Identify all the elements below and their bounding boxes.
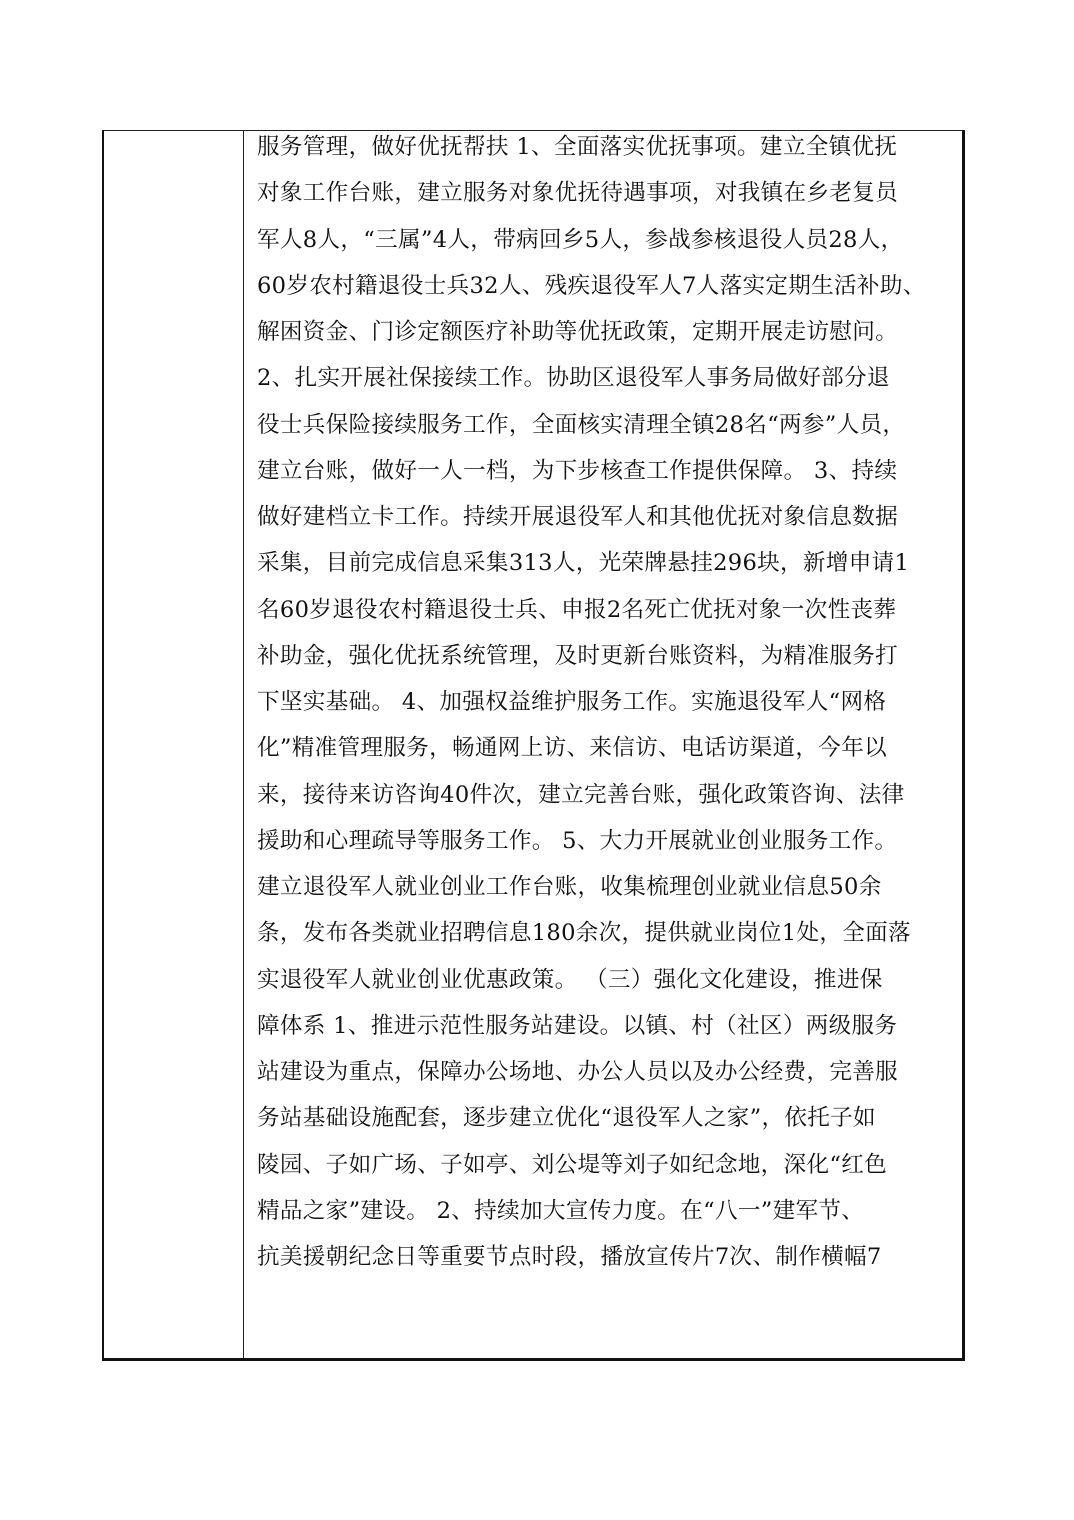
- table-content-cell: [244, 131, 962, 1358]
- paragraph-line: 役士兵保险接续服务工作，全面核实清理全镇28名“两参”人员，: [257, 411, 906, 438]
- paragraph-line: 解困资金、门诊定额医疗补助等优抚政策，定期开展走访慰问。: [257, 319, 899, 345]
- paragraph-line: 服务管理，做好优抚帮扶 1、全面落实优抚事项。建立全镇优抚: [257, 134, 898, 160]
- paragraph-line: 精品之家”建设。 2、持续加大宣传力度。在“八一”建军节、: [257, 1197, 865, 1224]
- paragraph-line: 建立退役军人就业创业工作台账，收集梳理创业就业信息50余: [257, 874, 882, 900]
- paragraph-line: 2、扎实开展社保接续工作。协助区退役军人事务局做好部分退: [257, 365, 890, 392]
- paragraph-line: 对象工作台账，建立服务对象优抚待遇事项，对我镇在乡老复员: [257, 180, 899, 207]
- paragraph-line: 化”精准管理服务，畅通网上访、来信访、电话访渠道，今年以: [257, 735, 887, 762]
- paragraph-line: 援助和心理疏导等服务工作。 5、大力开展就业创业服务工作。: [257, 827, 898, 854]
- paragraph-line: 军人8人，“三属”4人，带病回乡5人，参战参核退役人员28人，: [257, 226, 904, 253]
- paragraph-line: 60岁农村籍退役士兵32人、残疾退役军人7人落实定期生活补助、: [257, 272, 926, 299]
- table-label-cell: [104, 131, 244, 1358]
- paragraph-line: 条，发布各类就业招聘信息180余次，提供就业岗位1处，全面落: [257, 920, 911, 947]
- paragraph-line: 来，接待来访咨询40件次，建立完善台账，强化政策咨询、法律: [257, 781, 905, 808]
- paragraph-line: 做好建档立卡工作。持续开展退役军人和其他优抚对象信息数据: [257, 504, 899, 530]
- paragraph-line: 补助金，强化优抚系统管理，及时更新台账资料，为精准服务打: [257, 642, 899, 669]
- paragraph-line: 陵园、子如广场、子如亭、刘公堤等刘子如纪念地，深化“红色: [257, 1151, 887, 1178]
- paragraph-line: 下坚实基础。 4、加强权益维护服务工作。实施退役军人“网格: [257, 689, 887, 715]
- paragraph-line: 抗美援朝纪念日等重要节点时段，播放宣传片7次、制作横幅7: [257, 1244, 882, 1270]
- paragraph-line: 障体系 1、推进示范性服务站建设。以镇、村（社区）两级服务: [257, 1012, 898, 1039]
- paragraph-line: 建立台账，做好一人一档，为下步核查工作提供保障。 3、持续: [257, 457, 898, 484]
- paragraph-line: 站建设为重点，保障办公场地、办公人员以及办公经费，完善服: [257, 1059, 899, 1085]
- paragraph-line: 采集，目前完成信息采集313人，光荣牌悬挂296块，新增申请1: [257, 550, 910, 577]
- paragraph-line: 务站基础设施配套，逐步建立优化“退役军人之家”，依托子如: [257, 1105, 876, 1132]
- paragraph-line: 名60岁退役农村籍退役士兵、申报2名死亡优抚对象一次性丧葬: [257, 596, 897, 623]
- paragraph-line: 实退役军人就业创业优惠政策。 （三）强化文化建设，推进保: [257, 966, 883, 993]
- content-table: [102, 130, 965, 1361]
